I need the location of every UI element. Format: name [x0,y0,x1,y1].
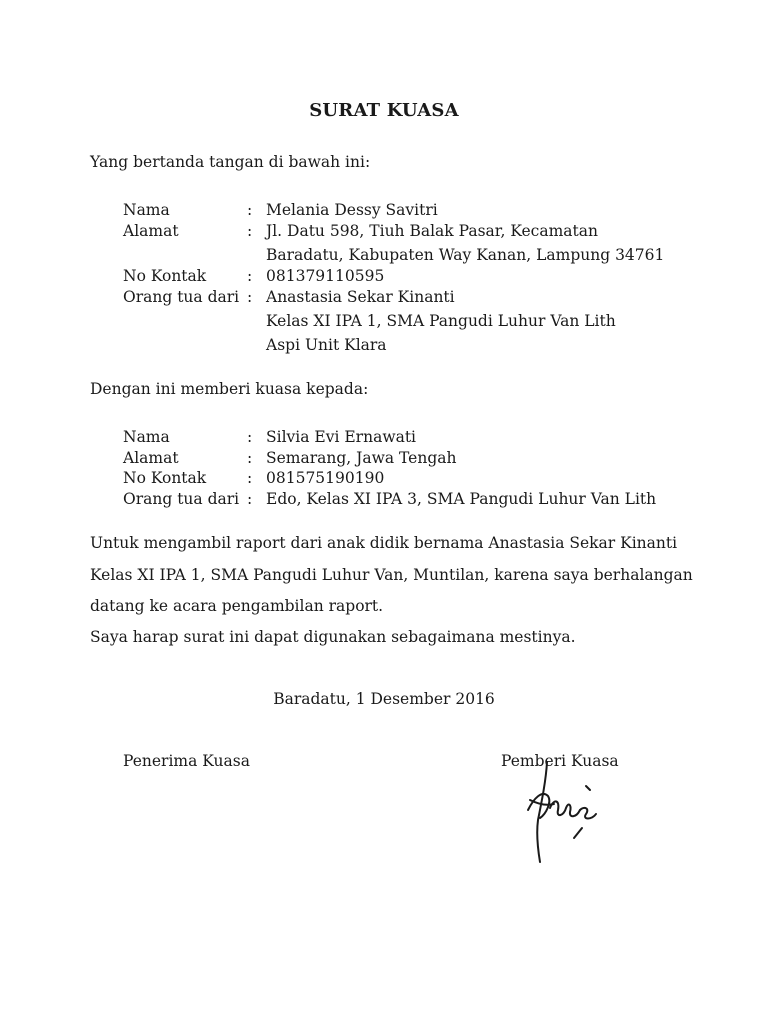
grantee-parent-label: Orang tua dari [123,490,240,508]
grantor-contact-value: 081379110595 [266,267,385,285]
body-line-2: Kelas XI IPA 1, SMA Pangudi Luhur Van, Muntilan, karena saya berhalangan [90,566,693,584]
grantor-parent-label: Orang tua dari [123,288,240,306]
colon: : [247,428,253,446]
grant-intro-text: Dengan ini memberi kuasa kepada: [90,380,369,398]
grantor-address-label: Alamat [123,222,179,240]
document-title: SURAT KUASA [309,100,459,121]
grantor-parent-line3: Aspi Unit Klara [266,336,387,354]
grantee-address-value: Semarang, Jawa Tengah [266,449,457,467]
place-date: Baradatu, 1 Desember 2016 [273,690,495,708]
grantor-contact-label: No Kontak [123,267,207,285]
grantor-name-value: Melania Dessy Savitri [266,201,438,219]
body-line-1: Untuk mengambil raport dari anak didik bernama Anastasia Sekar Kinanti [90,534,678,552]
grantor-address-line1: Jl. Datu 598, Tiuh Balak Pasar, Kecamatan [266,222,598,240]
colon: : [247,222,253,240]
grantee-contact-value: 081575190190 [266,469,385,487]
giver-label: Pemberi Kuasa [501,752,619,770]
grantee-contact-label: No Kontak [123,469,207,487]
recipient-label: Penerima Kuasa [123,752,250,770]
grantee-name-value: Silvia Evi Ernawati [266,428,417,446]
grantor-parent-line2: Kelas XI IPA 1, SMA Pangudi Luhur Van Lith [266,312,616,330]
grantor-parent-line1: Anastasia Sekar Kinanti [266,288,455,306]
closing-text: Saya harap surat ini dapat digunakan sebagaimana mestinya. [90,628,576,646]
grantee-name-label: Nama [123,428,170,446]
grantor-address-line2: Baradatu, Kabupaten Way Kanan, Lampung 34761 [266,246,665,264]
colon: : [247,201,253,219]
grantee-address-label: Alamat [123,449,179,467]
colon: : [247,449,253,467]
colon: : [247,469,253,487]
grantee-parent-value: Edo, Kelas XI IPA 3, SMA Pangudi Luhur Van Lith [266,490,657,508]
colon: : [247,490,253,508]
colon: : [247,288,253,306]
intro-text: Yang bertanda tangan di bawah ini: [90,153,371,171]
signature-icon [520,760,610,870]
colon: : [247,267,253,285]
grantor-name-label: Nama [123,201,170,219]
body-line-3: datang ke acara pengambilan raport. [90,597,384,615]
